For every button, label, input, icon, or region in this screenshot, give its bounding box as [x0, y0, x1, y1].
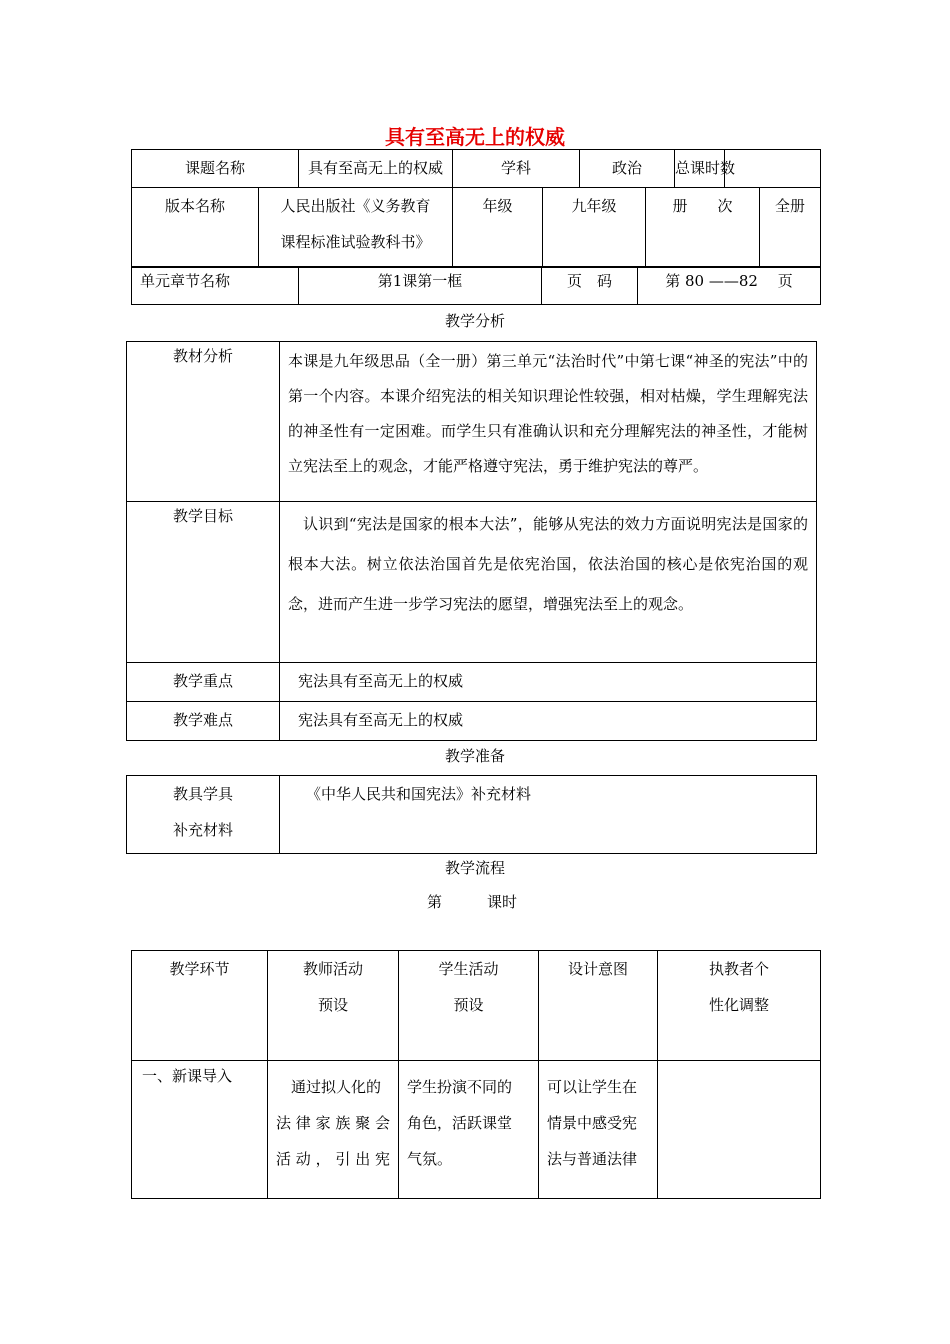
label-key: 教学重点	[127, 663, 280, 702]
header-teacher	[268, 951, 399, 1061]
info-table	[131, 149, 821, 188]
row-student	[399, 1061, 539, 1199]
hours-value	[725, 150, 821, 188]
label-goals: 教学目标	[127, 502, 280, 663]
flow-table	[131, 950, 821, 1199]
row-teacher-l1: 通过拟人化的	[291, 1078, 382, 1096]
header-student-l1: 学生活动	[438, 960, 499, 978]
header-stage	[132, 951, 268, 1061]
analysis-row-difficulty	[127, 702, 817, 741]
prep-label	[127, 776, 280, 854]
header-intent	[539, 951, 658, 1061]
unit-value: 第1课第一框	[299, 267, 542, 305]
label-topic: 课题名称	[132, 150, 299, 188]
lesson-label: 第 课时	[426, 893, 517, 911]
goals-text: 认识到“宪法是国家的根本大法”，能够从宪法的效力方面说明宪法是国家的根本大法。树立依法治国首先是依宪治国，依法治国的核心是依宪治国的观念，进而产生进一步学习宪法的愿望，增强宪法至上的观念。	[280, 502, 817, 663]
info-table-r2	[131, 187, 821, 268]
header-adjust-l2: 性化调整	[708, 996, 769, 1014]
label-material: 教材分析	[127, 342, 280, 502]
section-flow-heading: 教学流程	[444, 859, 505, 877]
header-teacher-l2: 预设	[317, 996, 348, 1014]
key-text: 宪法具有至高无上的权威	[280, 663, 817, 702]
row-student-l1: 学生扮演不同的	[407, 1078, 513, 1096]
material-text: 本课是九年级思品（全一册）第三单元“法治时代”中第七课“神圣的宪法”中的第一个内容。本课介绍宪法的相关知识理论性较强，相对枯燥，学生理解宪法的神圣性有一定困难。而学生只有准确认识和充分理解宪法的神圣性，才能树立宪法至上的观念，才能严格遵守宪法，勇于维护宪法的尊严。	[280, 342, 817, 502]
flow-row-intro	[132, 1061, 821, 1199]
row-teacher	[268, 1061, 399, 1199]
section-analysis-heading: 教学分析	[444, 312, 505, 330]
label-grade: 年级	[453, 188, 543, 268]
info-table-r3	[131, 266, 821, 305]
row-student-l3: 气氛。	[407, 1150, 453, 1168]
header-intent-l1: 设计意图	[567, 960, 628, 978]
header-adjust	[658, 951, 821, 1061]
label-hours: 总课时数	[675, 150, 725, 188]
header-teacher-l1: 教师活动	[302, 960, 363, 978]
difficulty-text: 宪法具有至高无上的权威	[280, 702, 817, 741]
label-unit: 单元章节名称	[132, 267, 299, 305]
prep-label-line-1: 教具学具	[172, 785, 233, 803]
edition-value	[259, 188, 453, 268]
row-adjust	[658, 1061, 821, 1199]
page-value: 第 80 ——82 页	[638, 267, 821, 305]
analysis-row-goals	[127, 502, 817, 663]
label-page: 页 码	[542, 267, 638, 305]
row-teacher-l3: 活动，引出宪	[276, 1150, 390, 1168]
topic-value: 具有至高无上的权威	[299, 150, 453, 188]
row-intent	[539, 1061, 658, 1199]
row-stage: 一、新课导入	[132, 1061, 268, 1199]
edition-line-2: 课程标准试验教科书》	[280, 233, 431, 251]
row-teacher-l2: 法律家族聚会	[276, 1114, 390, 1132]
edition-line-1: 人民出版社《义务教育	[280, 197, 431, 215]
header-adjust-l1: 执教者个	[708, 960, 769, 978]
row-intent-l3: 法与普通法律	[547, 1150, 638, 1168]
flow-header-row	[132, 951, 821, 1061]
grade-value: 九年级	[543, 188, 646, 268]
label-subject: 学科	[453, 150, 580, 188]
label-difficulty: 教学难点	[127, 702, 280, 741]
label-volume: 册 次	[646, 188, 760, 268]
row-intent-l1: 可以让学生在	[547, 1078, 638, 1096]
prep-label-line-2: 补充材料	[172, 821, 233, 839]
prep-table	[126, 775, 817, 854]
subject-value: 政治	[580, 150, 675, 188]
volume-value: 全册	[760, 188, 821, 268]
analysis-row-material	[127, 342, 817, 502]
analysis-table	[126, 341, 817, 741]
document-title: 具有至高无上的权威	[385, 125, 565, 149]
analysis-row-key	[127, 663, 817, 702]
row-student-l2: 角色，活跃课堂	[407, 1114, 513, 1132]
header-student-l2: 预设	[453, 996, 484, 1014]
section-prep-heading: 教学准备	[444, 747, 505, 765]
row-intent-l2: 情景中感受宪	[547, 1114, 638, 1132]
label-edition: 版本名称	[132, 188, 259, 268]
header-student	[399, 951, 539, 1061]
prep-text: 《中华人民共和国宪法》补充材料	[280, 776, 817, 854]
header-stage-l1: 教学环节	[169, 960, 230, 978]
